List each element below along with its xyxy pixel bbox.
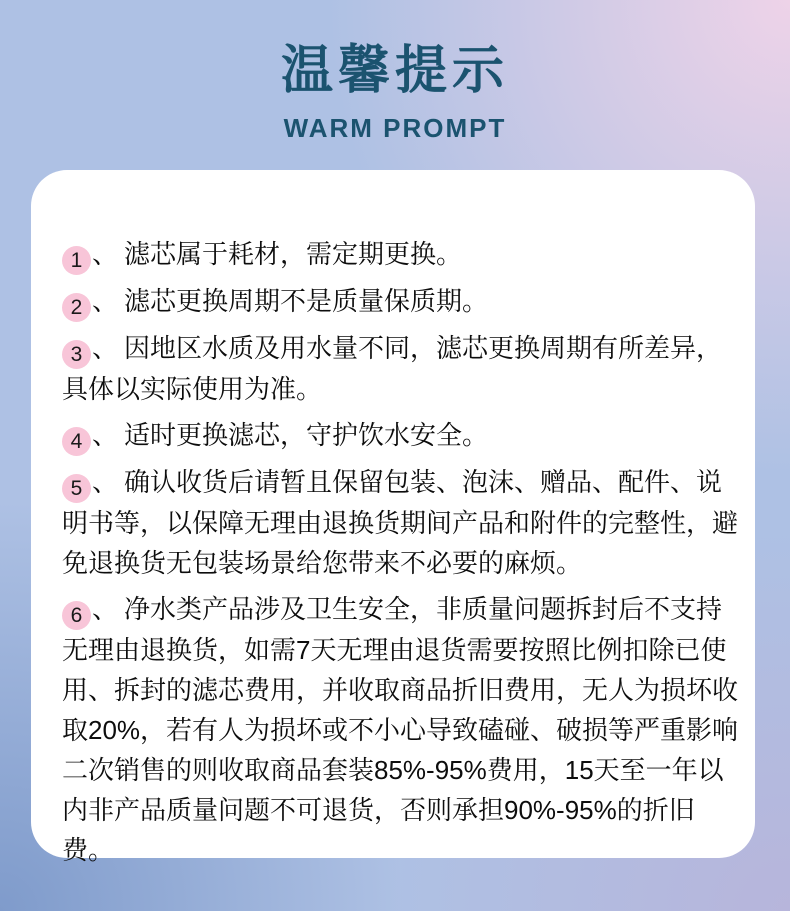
item-text: 确认收货后请暂且保留包装、泡沫、赠品、配件、说明书等，以保障无理由退换货期间产品和附件的完整性，避免退换货无包装场景给您带来不必要的麻烦。 <box>62 467 739 578</box>
item-number-badge: 1 <box>62 246 91 275</box>
item-text: 滤芯属于耗材，需定期更换。 <box>124 239 463 269</box>
page-header <box>0 0 790 142</box>
item-text: 净水类产品涉及卫生安全，非质量问题拆封后不支持无理由退换货，如需7天无理由退货需要按照比例扣除已使用、拆封的滤芯费用，并收取商品折旧费用，无人为损坏收取20%，若有人为损坏或不小心导致磕碰、破损等严重影响二次销售的则收取商品套装85%-95%费用，15天至一年以内非产品质量问题不可退货，否则承担90%-95%的折旧费。 <box>62 594 739 865</box>
item-separator: 、 <box>92 286 119 316</box>
notice-list <box>62 234 741 870</box>
notice-card <box>31 170 755 865</box>
item-number-badge: 6 <box>62 601 91 630</box>
item-separator: 、 <box>92 420 119 450</box>
page-title: 温馨提示 <box>280 42 509 100</box>
item-text: 因地区水质及用水量不同，滤芯更换周期有所差异，具体以实际使用为准。 <box>62 333 723 404</box>
notice-item-1 <box>62 234 741 275</box>
page-subtitle: WARM PROMPT <box>283 113 507 143</box>
notice-item-5 <box>62 462 741 583</box>
item-text: 适时更换滤芯，守护饮水安全。 <box>124 420 489 450</box>
notice-item-2 <box>62 281 741 322</box>
notice-item-3 <box>62 328 741 409</box>
item-separator: 、 <box>92 333 119 363</box>
item-separator: 、 <box>92 594 119 624</box>
item-number-badge: 5 <box>62 474 91 503</box>
item-separator: 、 <box>92 467 119 497</box>
item-text: 滤芯更换周期不是质量保质期。 <box>124 286 489 316</box>
item-number-badge: 4 <box>62 427 91 456</box>
item-number-badge: 3 <box>62 340 91 369</box>
item-separator: 、 <box>92 239 119 269</box>
notice-item-4 <box>62 415 741 456</box>
notice-item-6 <box>62 589 741 870</box>
item-number-badge: 2 <box>62 293 91 322</box>
